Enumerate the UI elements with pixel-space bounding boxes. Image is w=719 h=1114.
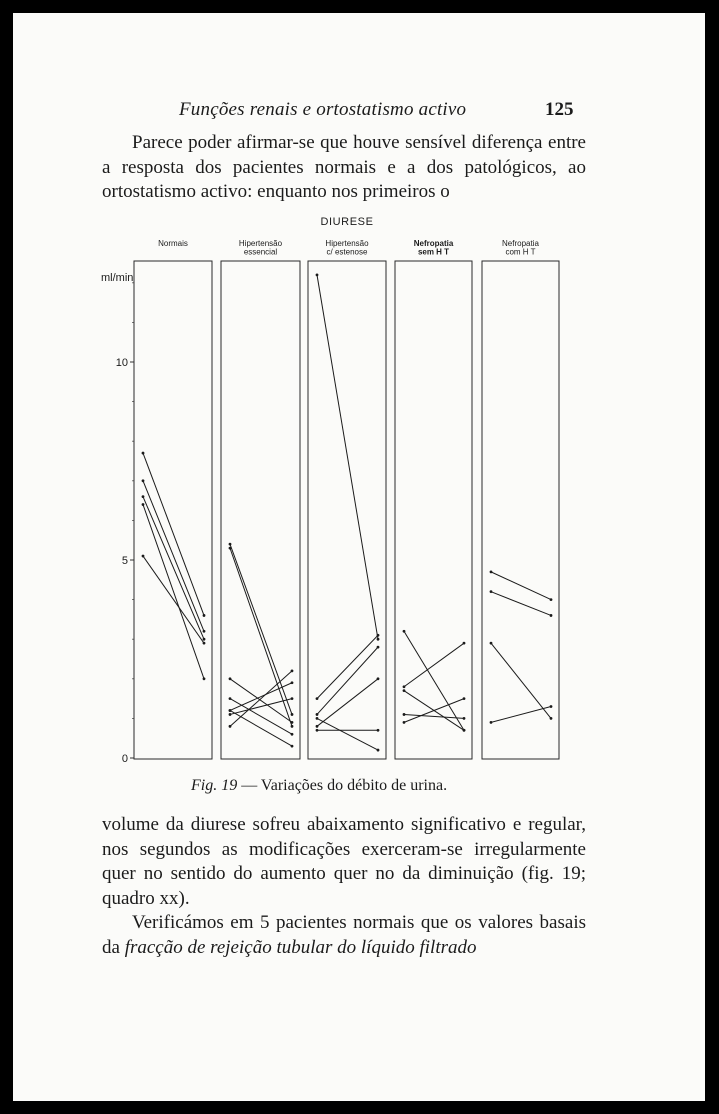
data-point-basal [229,709,232,712]
panel-2 [221,239,300,759]
data-point-ortho [550,614,553,617]
data-point-basal [229,713,232,716]
data-line [143,481,204,631]
data-point-basal [142,479,145,482]
data-point-basal [316,713,319,716]
panel-5 [482,239,559,759]
panel-label: Hipertensão [238,239,283,248]
data-point-ortho [550,705,553,708]
panel-label: essencial [243,247,278,257]
data-line [317,718,378,750]
data-line [143,497,204,640]
data-point-basal [490,721,493,724]
panel-label: sem H T [417,247,450,257]
data-point-basal [403,685,406,688]
data-point-ortho [377,646,380,649]
data-point-basal [490,642,493,645]
data-point-basal [316,717,319,720]
data-point-basal [403,721,406,724]
book-page [13,13,705,1101]
data-point-basal [229,677,232,680]
data-point-basal [142,495,145,498]
data-point-ortho [291,669,294,672]
panel-label: c/ estenose [326,247,368,257]
data-point-ortho [291,713,294,716]
data-point-ortho [203,614,206,617]
data-point-ortho [291,745,294,748]
data-point-basal [316,729,319,732]
data-point-ortho [377,729,380,732]
data-point-ortho [203,677,206,680]
data-line [317,679,378,727]
data-point-ortho [377,638,380,641]
panel-frame [482,261,559,759]
panel-label: Nefropatia [413,239,454,248]
data-point-ortho [203,630,206,633]
data-line [317,275,378,639]
running-title: Funções renais e ortostatismo activo [179,99,467,120]
data-point-ortho [463,717,466,720]
data-point-basal [229,725,232,728]
data-point-basal [229,543,232,546]
paragraph-results: volume da diurese sofreu abaixamento significativo e regular, nos segundos as modificações exerceram-se irregularmente quer no sentido do aumento quer no da diminuição (fig. 19; quadro xx). [102,814,586,909]
panel-4 [395,239,472,759]
data-line [491,707,551,723]
data-point-ortho [550,598,553,601]
page-number: 125 [545,99,574,120]
panel-label: Normais [158,239,188,248]
data-line [230,544,292,714]
data-point-basal [229,547,232,550]
paragraph-next [102,911,586,960]
data-point-basal [490,570,493,573]
data-point-ortho [463,697,466,700]
y-tick-label: 10 [115,357,128,369]
data-point-ortho [377,749,380,752]
data-point-basal [142,452,145,455]
paragraph-intro: Parece poder afirmar-se que houve sensível diferença entre a resposta dos pacientes normais e a dos patológicos, ao ortostatismo activo: enquanto nos primeiros o [102,132,586,202]
figure-caption [191,777,531,795]
panel-frame [308,261,386,759]
data-line [317,647,378,714]
data-point-ortho [291,733,294,736]
panel-label: Hipertensão [325,239,369,248]
data-point-ortho [291,725,294,728]
panel-1 [134,239,212,759]
paragraph-next-text: Verificámos em 5 pacientes normais que os valores basais da [102,912,586,958]
data-point-ortho [463,729,466,732]
data-point-basal [490,590,493,593]
panel-label: com H T [505,247,536,257]
y-axis-label: ml/min [101,272,134,284]
data-point-ortho [550,717,553,720]
data-point-basal [403,630,406,633]
panel-3 [308,239,386,759]
y-tick-label: 5 [121,555,128,567]
data-point-ortho [463,642,466,645]
data-line [317,635,378,698]
data-line [230,548,292,726]
paragraph-next-italic: fracção de rejeição tubular do líquido filtrado [124,936,477,958]
data-line [491,643,551,718]
caption-label: Fig. 19 [191,777,238,794]
panel-frame [134,261,212,759]
data-point-basal [316,273,319,276]
data-point-ortho [291,681,294,684]
data-point-ortho [291,721,294,724]
y-tick-label: 0 [121,753,128,765]
data-point-basal [142,503,145,506]
data-point-ortho [377,634,380,637]
chart-title: DIURESE [320,216,374,228]
data-point-ortho [291,697,294,700]
diurese-chart [13,13,705,773]
panel-label: Nefropatia [502,239,539,248]
data-point-basal [316,697,319,700]
data-line [404,699,464,723]
data-point-basal [316,725,319,728]
data-point-ortho [203,642,206,645]
caption-text: — Variações do débito de urina. [237,777,448,794]
data-point-basal [403,713,406,716]
data-point-ortho [377,677,380,680]
data-point-basal [403,689,406,692]
data-point-basal [142,555,145,558]
data-point-basal [229,697,232,700]
data-point-ortho [203,638,206,641]
